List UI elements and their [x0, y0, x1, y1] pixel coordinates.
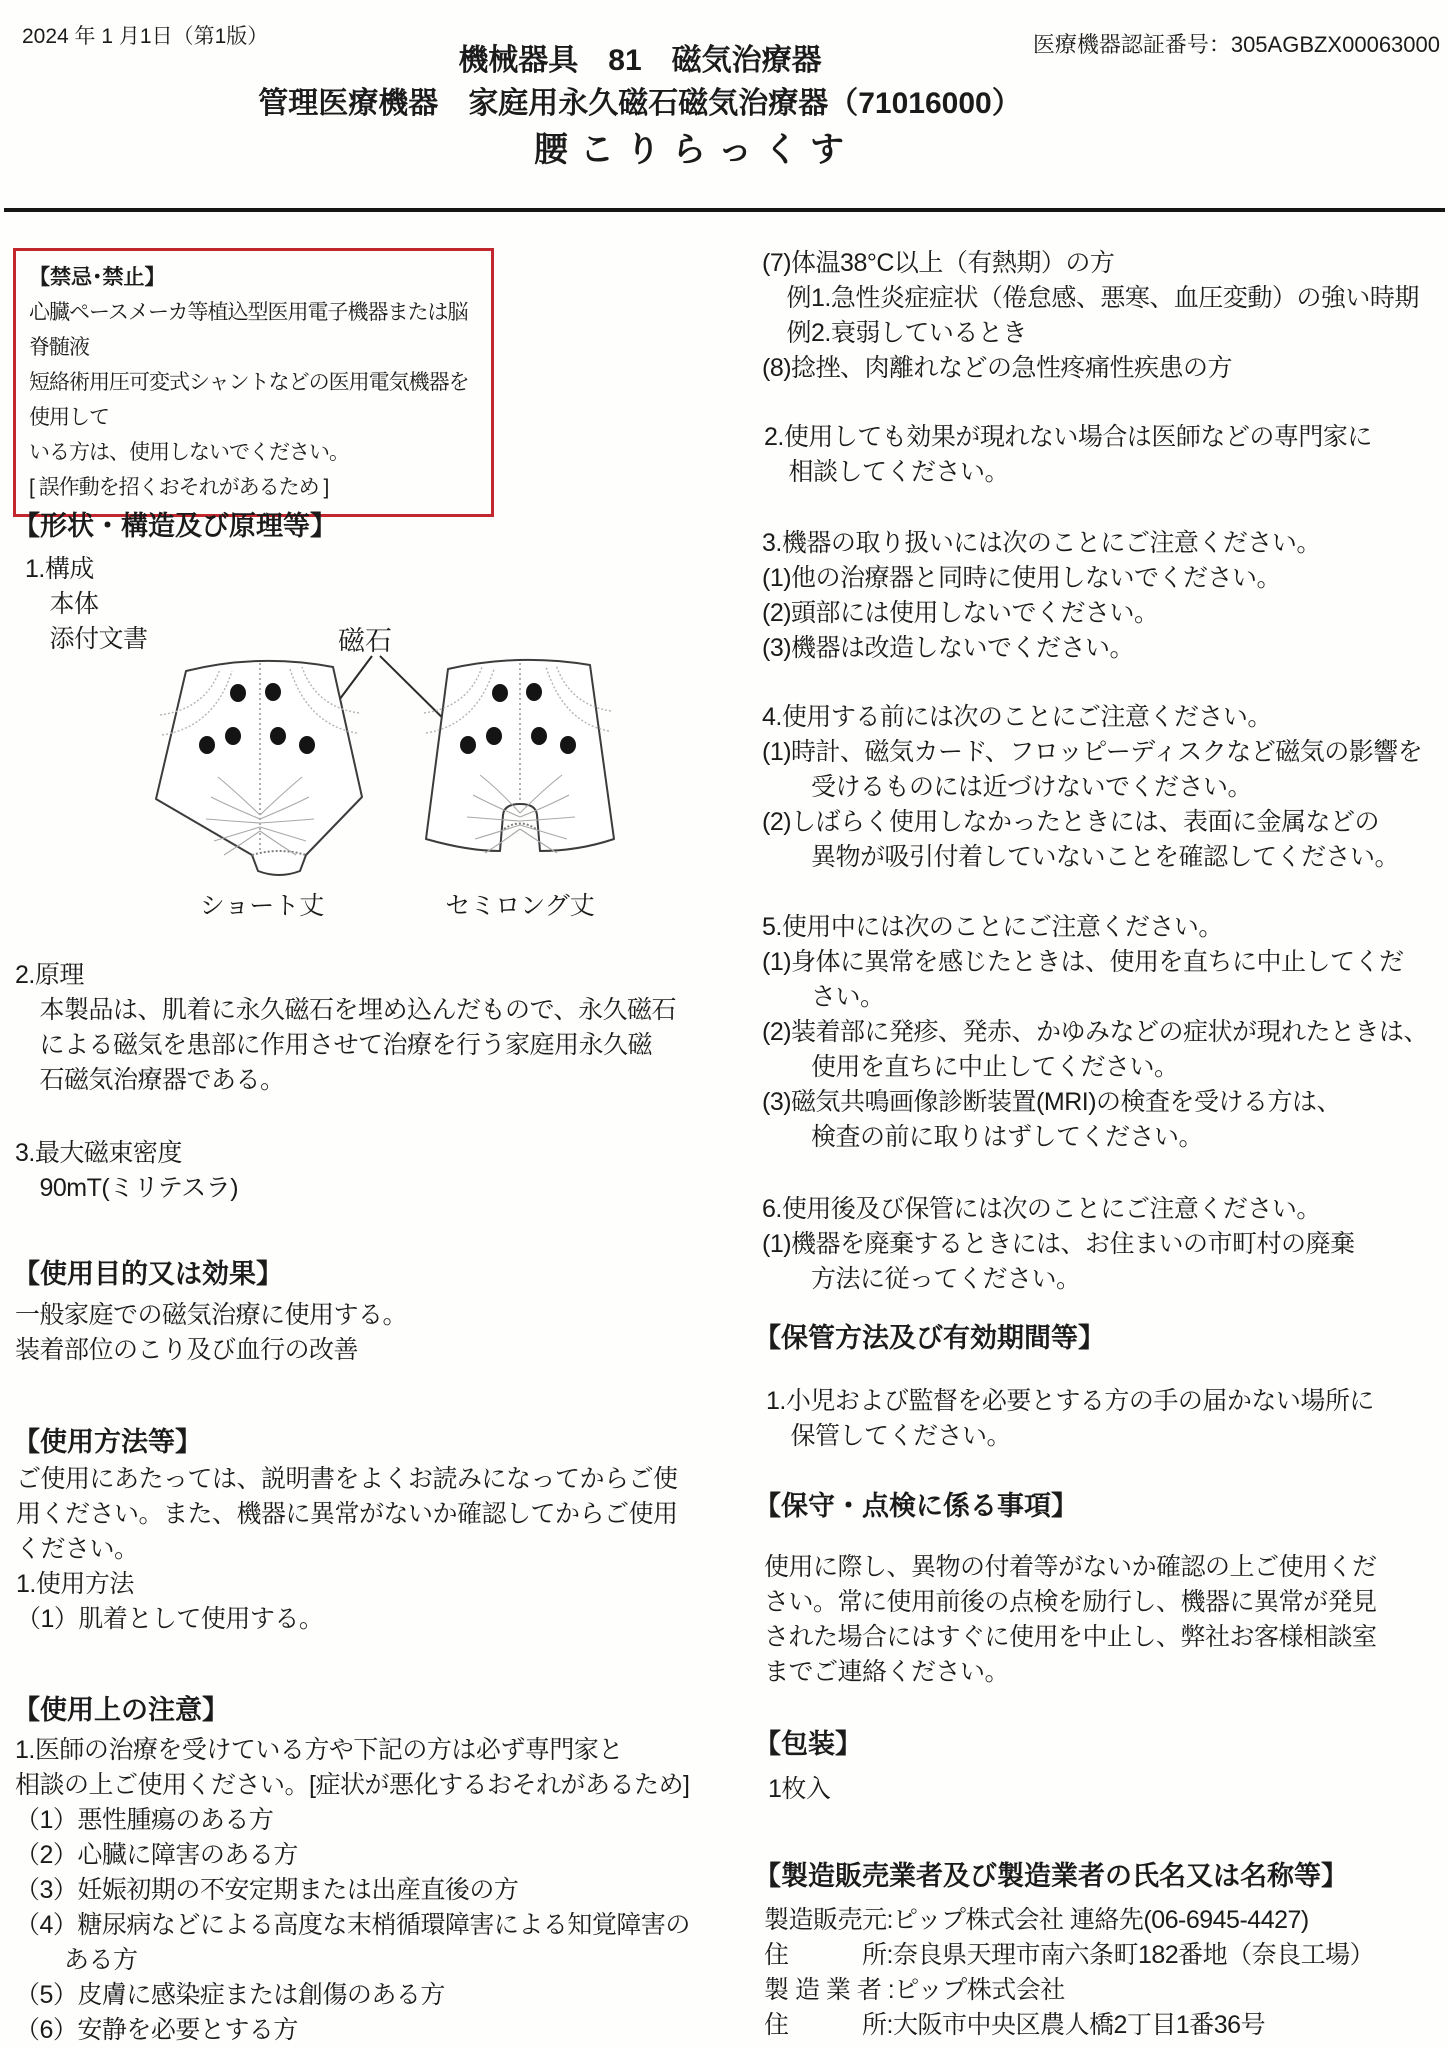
composition-list: [25, 552, 148, 657]
text-line: (1)他の治療器と同時に使用しないでください。: [762, 564, 1282, 592]
text-line: 本製品は、肌着に永久磁石を埋め込んだもので、永久磁石: [15, 996, 677, 1024]
magnet-dot: [560, 736, 576, 754]
text-line: ください。: [16, 1535, 139, 1563]
text-line: さい。: [762, 983, 885, 1011]
precaution-item-5: [762, 910, 1428, 1155]
magnet-dot: [492, 684, 508, 702]
magnet-dot: [460, 736, 476, 754]
text-line: 3.最大磁束密度: [15, 1139, 182, 1167]
text-line: （3）妊娠初期の不安定期または出産直後の方: [15, 1876, 519, 1904]
magnet-dot: [531, 727, 547, 745]
section-title-manufacturer: 【製造販売業者及び製造業者の氏名又は名称等】: [754, 1861, 1348, 1891]
caption-short-length: ショート丈: [199, 892, 325, 920]
text-line: 石磁気治療器である。: [15, 1066, 285, 1094]
text-line: 6.使用後及び保管には次のことにご注意ください。: [762, 1195, 1321, 1223]
text-line: （2）心臓に障害のある方: [15, 1841, 298, 1869]
text-line: (8)捻挫、肉離れなどの急性疼痛性疾患の方: [762, 354, 1233, 382]
text-line: (1)時計、磁気カード、フロッピーディスクなど磁気の影響を: [762, 738, 1423, 766]
shorts-short-illustration: [156, 661, 362, 875]
text-line: (1)身体に異常を感じたときは、使用を直ちに中止してくだ: [762, 948, 1404, 976]
text-line: 本体: [25, 590, 99, 618]
text-line: 3.機器の取り扱いには次のことにご注意ください。: [762, 529, 1321, 557]
text-line: 使用に際し、異物の付着等がないか確認の上ご使用くだ: [764, 1553, 1377, 1581]
precaution-item-2: [764, 420, 1372, 490]
document-date: 2024 年 1 月1日（第1版）: [22, 25, 269, 48]
text-line: 検査の前に取りはずしてください。: [762, 1123, 1204, 1151]
text-line: 2.原理: [15, 961, 84, 989]
text-line: 装着部位のこり及び血行の改善: [15, 1336, 359, 1364]
text-line: による磁気を患部に作用させて治療を行う家庭用永久磁: [15, 1031, 653, 1059]
text-line: 一般家庭での磁気治療に使用する。: [15, 1301, 408, 1329]
magnet-label: 磁石: [338, 626, 392, 656]
magnet-dot: [265, 683, 281, 701]
product-name: 腰こりらっくす: [534, 131, 856, 169]
text-line: 添付文書: [25, 625, 148, 653]
text-line: 使用を直ちに中止してください。: [762, 1053, 1179, 1081]
flux-density-block: [15, 1136, 238, 1206]
precaution-items-7-8: [762, 246, 1419, 386]
device-classification-line: 管理医療機器 家庭用永久磁石磁気治療器（71016000）: [258, 87, 1022, 120]
header-divider: [4, 208, 1445, 212]
text-line: 住 所:大阪市中央区農人橋2丁目1番36号: [764, 2011, 1266, 2039]
text-line: （6）安静を必要とする方: [15, 2016, 298, 2044]
text-line: 受けるものには近づけないでください。: [762, 773, 1253, 801]
text-line: 1.小児および監督を必要とする方の手の届かない場所に: [766, 1387, 1374, 1415]
text-line: 相談の上ご使用ください。[症状が悪化するおそれがあるため]: [15, 1771, 690, 1799]
text-line: 2.使用しても効果が現れない場合は医師などの専門家に: [764, 423, 1372, 451]
text-line: 製 造 業 者 :ピップ株式会社: [764, 1976, 1065, 2004]
certification-number: 医療機器認証番号：305AGBZX00063000: [1032, 32, 1440, 57]
text-line: ご使用にあたっては、説明書をよくお読みになってからご使: [16, 1465, 678, 1493]
shorts-semilong-illustration: [424, 660, 614, 853]
section-title-purpose: 【使用目的又は効果】: [13, 1259, 283, 1289]
text-line: (2)頭部には使用しないでください。: [762, 599, 1159, 627]
precaution-item-6: [762, 1192, 1355, 1297]
text-line: ある方: [15, 1946, 138, 1974]
text-line: 1.医師の治療を受けている方や下記の方は必ず専門家と: [15, 1736, 623, 1764]
magnet-dot: [299, 736, 315, 754]
text-line: までご連絡ください。: [764, 1658, 1010, 1686]
text-line: （5）皮膚に感染症または創傷のある方: [15, 1981, 445, 2009]
text-line: 製造販売元:ピップ株式会社 連絡先(06-6945-4427): [764, 1906, 1309, 1934]
section-title-maintenance: 【保守・点検に係る事項】: [754, 1491, 1078, 1521]
packaging-lines: [768, 1772, 830, 1807]
section-title-precautions: 【使用上の注意】: [13, 1695, 229, 1725]
text-line: 用ください。また、機器に異常がないか確認してからご使用: [16, 1500, 678, 1528]
text-line: 4.使用する前には次のことにご注意ください。: [762, 703, 1272, 731]
precaution-item-3: [762, 526, 1321, 666]
text-line: (2)装着部に発疹、発赤、かゆみなどの症状が現れたときは、: [762, 1018, 1429, 1046]
text-line: 90mT(ミリテスラ): [15, 1174, 239, 1202]
purpose-lines: [15, 1298, 407, 1368]
text-line: (2)しばらく使用しなかったときには、表面に金属などの: [762, 808, 1380, 836]
text-line: 1.使用方法: [16, 1570, 134, 1598]
document-title: [0, 40, 1280, 174]
text-line: （4）糖尿病などによる高度な末梢循環障害による知覚障害の: [15, 1911, 690, 1939]
magnet-dot: [225, 727, 241, 745]
text-line: 例2.衰弱しているとき: [762, 319, 1027, 347]
text-line: いる方は、使用しないでください。: [29, 441, 349, 464]
text-line: [ 誤作動を招くおそれがあるため ]: [29, 476, 329, 499]
text-line: 1.構成: [25, 555, 94, 583]
precaution-item-4: [762, 700, 1422, 875]
magnet-dot: [230, 684, 246, 702]
text-line: 心臓ペースメーカ等植込型医用電子機器または脳脊髄液: [29, 301, 468, 359]
caption-semilong-length: セミロング丈: [445, 892, 595, 920]
text-line: 住 所:奈良県天理市南六条町182番地（奈良工場）: [764, 1941, 1375, 1969]
magnet-dot: [486, 727, 502, 745]
section-title-shape-structure: 【形状・構造及び原理等】: [13, 511, 337, 541]
text-line: (3)機器は改造しないでください。: [762, 634, 1135, 662]
storage-lines: [766, 1384, 1374, 1454]
text-line: 異物が吸引付着していないことを確認してください。: [762, 843, 1400, 871]
text-line: 保管してください。: [766, 1422, 1012, 1450]
precaution-lines: [15, 1733, 690, 2048]
magnet-dot: [199, 736, 215, 754]
magnet-dot: [526, 683, 542, 701]
text-line: 1枚入: [768, 1775, 831, 1803]
text-line: （1）肌着として使用する。: [16, 1605, 324, 1633]
principle-paragraph: [15, 958, 676, 1098]
manufacturer-lines: [764, 1903, 1374, 2043]
maintenance-lines: [764, 1550, 1377, 1690]
text-line: 例1.急性炎症症状（倦怠感、悪寒、血圧変動）の強い時期: [762, 284, 1419, 312]
text-line: (1)機器を廃棄するときには、お住まいの市町村の廃棄: [762, 1230, 1355, 1258]
text-line: された場合にはすぐに使用を中止し、弊社お客様相談室: [764, 1623, 1377, 1651]
section-title-usage: 【使用方法等】: [13, 1427, 202, 1457]
text-line: 相談してください。: [764, 458, 1010, 486]
text-line: （1）悪性腫瘍のある方: [15, 1806, 274, 1834]
contraindication-warning-box: [13, 248, 494, 517]
device-category-line: 機械器具 81 磁気治療器: [458, 44, 822, 77]
text-line: 【禁忌･禁止】: [29, 266, 166, 289]
section-title-storage: 【保管方法及び有効期間等】: [754, 1323, 1105, 1353]
product-diagram: [140, 612, 700, 930]
text-line: 5.使用中には次のことにご注意ください。: [762, 913, 1223, 941]
text-line: (7)体温38°C以上（有熱期）の方: [762, 249, 1115, 277]
text-line: 方法に従ってください。: [762, 1265, 1081, 1293]
text-line: (3)磁気共鳴画像診断装置(MRI)の検査を受ける方は、: [762, 1088, 1342, 1116]
magnet-dot: [270, 727, 286, 745]
text-line: 短絡術用圧可変式シャントなどの医用電気機器を使用して: [29, 371, 469, 429]
usage-lines: [16, 1462, 678, 1637]
text-line: さい。常に使用前後の点検を励行し、機器に異常が発見: [764, 1588, 1377, 1616]
section-title-packaging: 【包装】: [754, 1729, 862, 1759]
